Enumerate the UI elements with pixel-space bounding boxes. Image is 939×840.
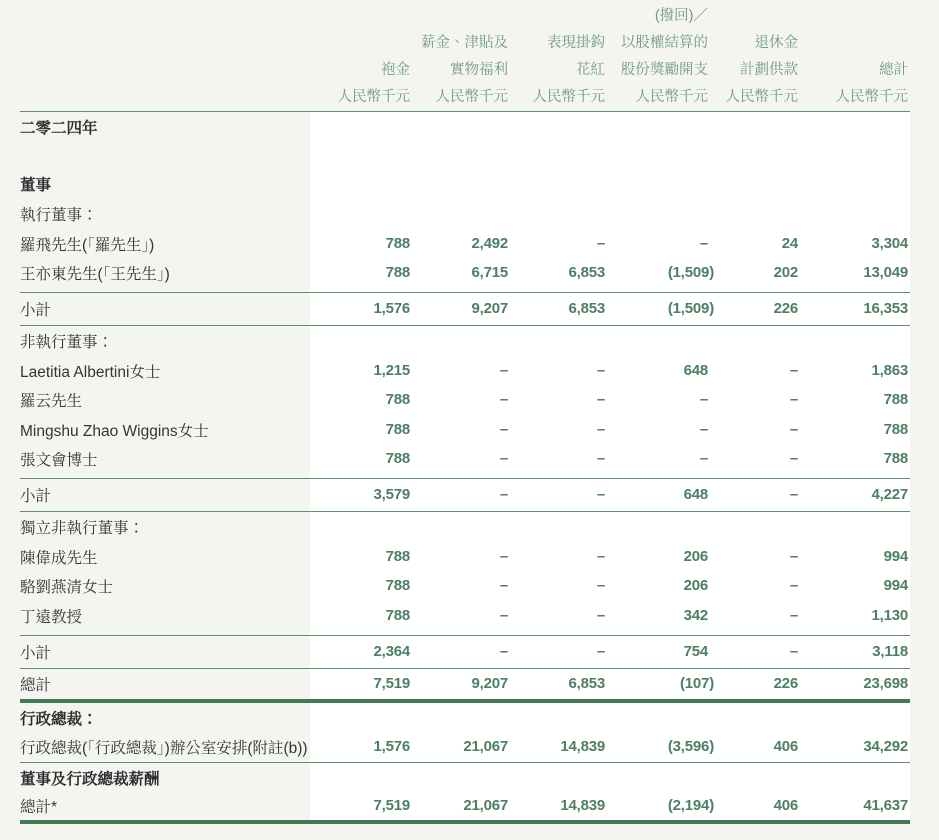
value-text: 2,364 (373, 642, 410, 660)
column-header-line: 人民幣千元 (337, 89, 410, 105)
value-cell (607, 607, 710, 625)
value-cell (607, 235, 710, 253)
table-row (20, 326, 910, 356)
value-text: 788 (385, 606, 410, 624)
table-row (20, 635, 910, 669)
value-cell (510, 300, 607, 318)
column-header-line: 實物福利 (450, 62, 508, 78)
value-text: – (596, 234, 605, 252)
value-text: – (596, 577, 605, 595)
value-cell (800, 797, 910, 815)
value-text: 2,492 (471, 234, 508, 252)
value-cell (710, 797, 800, 815)
value-text: – (699, 391, 708, 409)
value-cell (710, 738, 800, 756)
header-label-spacer (20, 3, 310, 111)
value-text: 34,292 (863, 738, 908, 755)
value-cell (710, 450, 800, 468)
value-text: 1,130 (871, 606, 908, 624)
value-text: 226 (773, 674, 798, 692)
value-text: 788 (883, 450, 908, 468)
column-header-line: 退休金 (754, 35, 798, 51)
value-text: 3,579 (373, 486, 410, 503)
value-cell (607, 738, 714, 756)
value-text: – (499, 642, 508, 660)
column-header-line (800, 3, 910, 30)
row-label: 王亦東先生(「王先生」) (20, 266, 170, 284)
table-row (20, 356, 910, 386)
value-text: 21,067 (463, 738, 508, 755)
value-cell (607, 643, 710, 661)
value-text: – (499, 606, 508, 624)
column-header-line (310, 30, 412, 57)
value-cell (510, 421, 607, 439)
row-label: 羅云先生 (20, 393, 83, 411)
value-cell (710, 300, 800, 318)
value-cell (412, 235, 510, 253)
row-label: 總計 (20, 676, 52, 694)
row-label: 獨立非執行董事： (20, 520, 145, 537)
value-text: – (596, 361, 605, 379)
row-label: Mingshu Zhao Wiggins女士 (20, 422, 209, 440)
value-text: 24 (781, 234, 798, 252)
value-text: – (789, 420, 798, 438)
value-cell (310, 643, 412, 661)
value-cell (800, 362, 910, 380)
value-cell (800, 607, 910, 625)
value-text: 202 (773, 264, 798, 282)
value-text: 648 (683, 486, 708, 503)
value-text: 6,853 (568, 300, 605, 317)
value-cell (710, 548, 800, 566)
row-label: 羅飛先生(「羅先生」) (20, 236, 155, 254)
row-label: 丁遠教授 (20, 608, 83, 626)
value-text: – (499, 391, 508, 409)
column-header-pension-contributions (710, 3, 800, 111)
value-text: 1,863 (871, 361, 908, 379)
value-cell (800, 577, 910, 595)
value-text: 9,207 (471, 300, 508, 317)
column-header-line (412, 3, 510, 30)
value-text: 13,049 (863, 264, 908, 282)
value-text: 21,067 (463, 797, 508, 814)
value-text: – (789, 361, 798, 379)
column-header-line: 人民幣千元 (532, 89, 605, 105)
table-header (20, 0, 910, 112)
value-cell (412, 362, 510, 380)
value-cell (412, 264, 510, 282)
value-text: 9,207 (471, 674, 508, 692)
value-text: (1,509) (667, 300, 714, 317)
value-cell (310, 450, 412, 468)
value-cell (607, 300, 714, 318)
value-text: 206 (683, 547, 708, 565)
column-header-line: (撥回)／ (654, 8, 708, 24)
value-text: 7,519 (373, 797, 410, 814)
value-cell (607, 577, 710, 595)
value-cell (412, 391, 510, 409)
value-text: 3,118 (872, 642, 908, 660)
value-text: – (596, 391, 605, 409)
value-text: 788 (385, 577, 410, 595)
value-text: 648 (683, 361, 708, 379)
value-cell (510, 486, 607, 504)
value-cell (800, 486, 910, 504)
row-label: 非執行董事： (20, 334, 114, 351)
value-cell (710, 577, 800, 595)
row-label: 小計 (20, 488, 52, 505)
value-text: – (789, 486, 798, 503)
value-cell (510, 577, 607, 595)
value-cell (510, 675, 607, 693)
table-row (20, 292, 910, 326)
row-label: 駱劉燕清女士 (20, 579, 114, 597)
value-text: – (499, 361, 508, 379)
value-cell (310, 675, 412, 693)
value-cell (310, 486, 412, 504)
table-row (20, 542, 910, 572)
value-text: 6,715 (471, 264, 508, 282)
value-cell (510, 391, 607, 409)
value-cell (510, 643, 607, 661)
value-text: – (596, 450, 605, 468)
value-text: – (789, 450, 798, 468)
column-header-line: 花紅 (576, 62, 605, 78)
row-label: 總計* (20, 799, 58, 816)
column-header-line: 人民幣千元 (835, 89, 908, 105)
table-row (20, 445, 910, 475)
value-cell (310, 577, 412, 595)
value-cell (607, 362, 710, 380)
value-text: 788 (385, 234, 410, 252)
value-cell (412, 450, 510, 468)
value-text: 7,519 (373, 674, 410, 692)
value-text: (2,194) (667, 797, 714, 814)
value-text: – (789, 391, 798, 409)
value-cell (800, 391, 910, 409)
value-cell (710, 607, 800, 625)
value-text: 994 (883, 577, 908, 595)
column-header-line: 計劃供款 (740, 62, 798, 78)
value-text: 788 (883, 391, 908, 409)
value-cell (412, 300, 510, 318)
value-text: – (596, 420, 605, 438)
value-cell (710, 421, 800, 439)
value-cell (412, 643, 510, 661)
value-text: – (499, 547, 508, 565)
value-text: 206 (683, 577, 708, 595)
value-text: 788 (385, 450, 410, 468)
value-text: 754 (683, 642, 708, 660)
value-cell (607, 264, 714, 282)
table-row (20, 478, 910, 512)
column-header-line: 人民幣千元 (435, 89, 508, 105)
value-text: (3,596) (667, 738, 714, 755)
value-text: 788 (883, 420, 908, 438)
value-text: – (789, 577, 798, 595)
table-row (20, 229, 910, 259)
column-header-line (800, 30, 910, 57)
value-cell (412, 797, 510, 815)
value-text: – (596, 547, 605, 565)
value-text: – (499, 450, 508, 468)
row-label: 陳偉成先生 (20, 549, 98, 567)
value-text: – (699, 234, 708, 252)
value-cell (710, 391, 800, 409)
value-cell (310, 548, 412, 566)
table-row (20, 169, 910, 199)
row-label: 行政總裁(「行政總裁」)辦公室安排(附註(b)) (20, 740, 308, 757)
value-text: 342 (683, 606, 708, 624)
row-label: 執行董事： (20, 207, 98, 224)
value-text: 1,576 (373, 300, 410, 317)
value-cell (310, 264, 412, 282)
value-cell (412, 486, 510, 504)
value-cell (607, 548, 710, 566)
table-row (20, 669, 910, 703)
value-cell (412, 607, 510, 625)
value-text: – (789, 642, 798, 660)
value-cell (310, 421, 412, 439)
row-label: 二零二四年 (20, 120, 98, 137)
value-text: (1,509) (667, 264, 714, 282)
column-header-fees (310, 3, 412, 111)
row-label: Laetitia Albertini女士 (20, 363, 161, 381)
column-header-line: 表現掛鈎 (547, 35, 605, 51)
spacer-row (20, 142, 910, 169)
value-cell (800, 264, 910, 282)
column-header-line: 薪金、津貼及 (421, 35, 508, 51)
value-text: 226 (773, 300, 798, 317)
row-label: 小計 (20, 644, 52, 662)
value-text: – (699, 450, 708, 468)
value-cell (800, 675, 910, 693)
value-text: 406 (773, 797, 798, 814)
value-text: 23,698 (863, 674, 908, 692)
value-text: 4,227 (871, 486, 908, 503)
column-header-salaries-allowances-benefits (412, 3, 510, 111)
column-header-line (510, 3, 607, 30)
value-cell (607, 486, 710, 504)
column-header-line: 總計 (879, 62, 908, 78)
value-text: 406 (773, 738, 798, 755)
table-row (20, 733, 910, 763)
value-cell (412, 577, 510, 595)
value-cell (412, 548, 510, 566)
table-row (20, 703, 910, 733)
value-cell (510, 235, 607, 253)
value-cell (310, 362, 412, 380)
value-cell (607, 674, 714, 693)
value-cell (710, 362, 800, 380)
value-cell (710, 235, 800, 253)
value-cell (710, 643, 800, 661)
column-header-line: 股份獎勵開支 (621, 62, 708, 78)
column-header-line: 人民幣千元 (725, 89, 798, 105)
remuneration-table (20, 0, 910, 824)
column-header-line (710, 3, 800, 30)
value-cell (800, 548, 910, 566)
value-cell (510, 738, 607, 756)
value-text: 14,839 (560, 797, 605, 814)
column-header-line (310, 3, 412, 30)
value-cell (412, 421, 510, 439)
value-cell (800, 421, 910, 439)
value-text: – (499, 577, 508, 595)
table-row (20, 601, 910, 631)
row-label: 行政總裁： (20, 710, 98, 728)
value-text: – (699, 420, 708, 438)
value-cell (510, 607, 607, 625)
table-row (20, 386, 910, 416)
value-text: 3,304 (871, 234, 908, 252)
value-text: 6,853 (568, 264, 605, 282)
value-text: 16,353 (863, 300, 908, 317)
value-text: 14,839 (560, 738, 605, 755)
value-text: – (789, 547, 798, 565)
value-cell (510, 450, 607, 468)
table-body (20, 112, 910, 824)
value-cell (607, 797, 714, 815)
value-text: – (596, 606, 605, 624)
row-label: 董事 (20, 177, 52, 194)
value-text: – (499, 486, 508, 503)
column-header-line: 袍金 (381, 62, 410, 78)
value-text: 1,576 (373, 738, 410, 755)
table-row (20, 112, 910, 142)
value-cell (310, 235, 412, 253)
value-cell (412, 738, 510, 756)
value-text: 41,637 (863, 797, 908, 814)
value-cell (607, 421, 710, 439)
value-cell (310, 797, 412, 815)
row-label: 董事及行政總裁薪酬 (20, 770, 160, 788)
value-cell (310, 391, 412, 409)
row-label: 小計 (20, 302, 52, 319)
table-row (20, 793, 910, 824)
column-header-share-award-expense (607, 3, 710, 111)
column-header-performance-bonus (510, 3, 607, 111)
value-cell (310, 738, 412, 756)
value-cell (510, 264, 607, 282)
column-header-line: 人民幣千元 (635, 89, 708, 105)
value-cell (412, 675, 510, 693)
value-cell (310, 300, 412, 318)
value-text: (107) (679, 674, 714, 692)
value-text: 788 (385, 547, 410, 565)
value-cell (800, 450, 910, 468)
value-text: – (499, 420, 508, 438)
value-text: 788 (385, 420, 410, 438)
value-cell (710, 675, 800, 693)
value-cell (510, 548, 607, 566)
value-cell (710, 486, 800, 504)
value-cell (607, 391, 710, 409)
value-cell (710, 264, 800, 282)
value-text: – (789, 606, 798, 624)
value-text: 994 (883, 547, 908, 565)
value-cell (800, 738, 910, 756)
value-cell (510, 797, 607, 815)
value-cell (800, 300, 910, 318)
value-cell (510, 362, 607, 380)
value-cell (800, 235, 910, 253)
value-cell (607, 450, 710, 468)
value-text: 1,215 (373, 361, 410, 379)
table-row (20, 512, 910, 542)
value-cell (310, 607, 412, 625)
table-row (20, 572, 910, 602)
value-text: – (596, 486, 605, 503)
value-text: – (596, 642, 605, 660)
value-text: 788 (385, 391, 410, 409)
value-cell (800, 643, 910, 661)
value-text: 788 (385, 264, 410, 282)
table-row (20, 199, 910, 229)
column-header-line: 以股權結算的 (621, 35, 708, 51)
table-row (20, 763, 910, 793)
table-row (20, 259, 910, 289)
row-label: 張文會博士 (20, 452, 98, 470)
value-text: 6,853 (568, 674, 605, 692)
column-header-total (800, 3, 910, 111)
table-row (20, 415, 910, 445)
